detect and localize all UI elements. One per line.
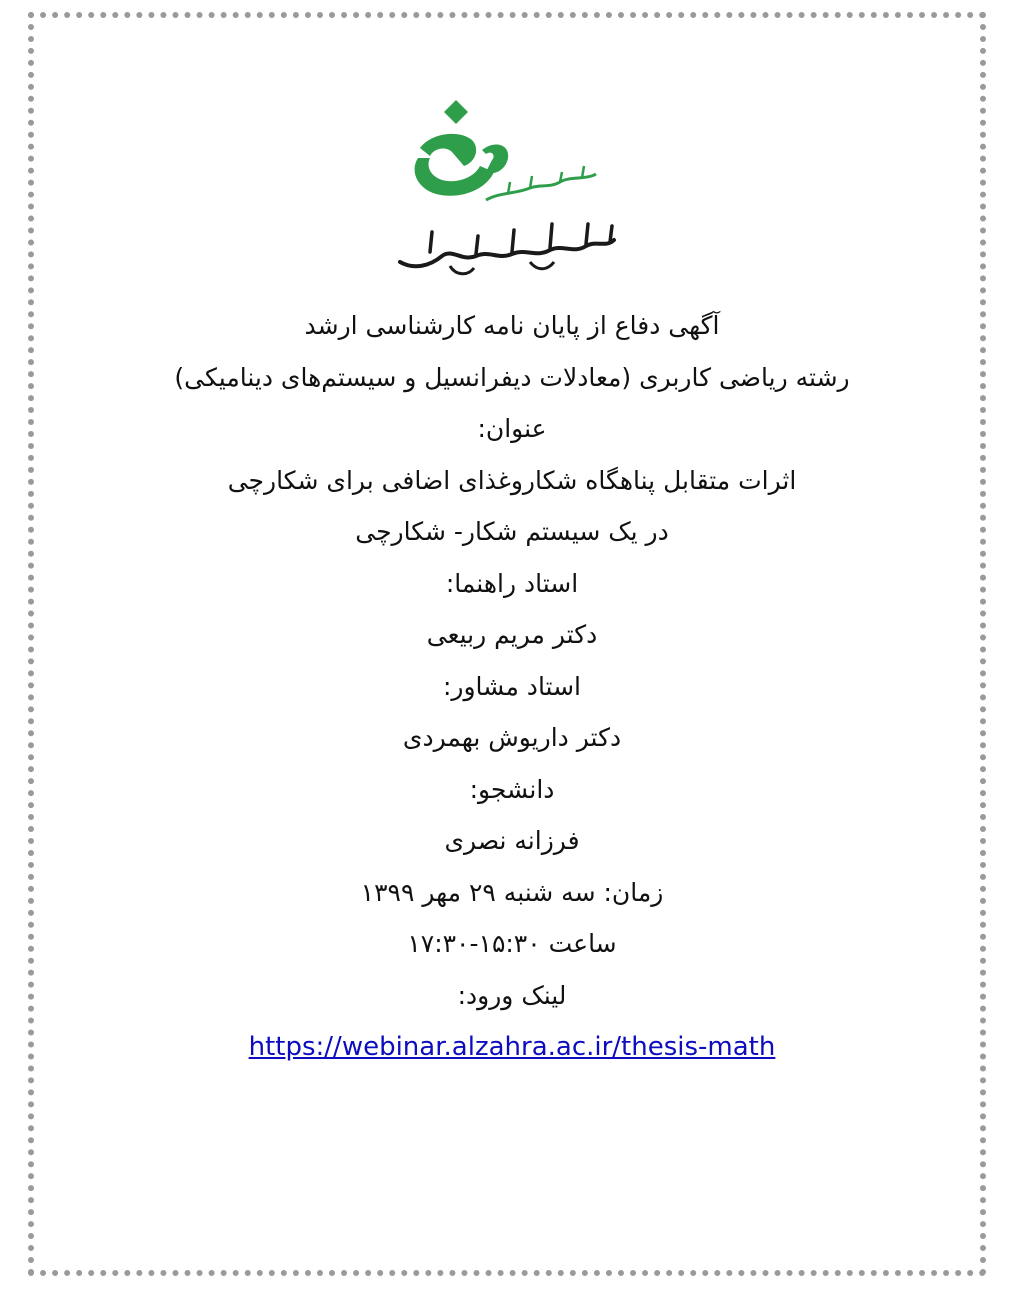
advisor-label: استاد مشاور: (442, 671, 581, 701)
supervisor-name: دکتر مریم ربیعی (426, 620, 598, 649)
defense-time: ساعت ۱۵:۳۰-۱۷:۳۰ (407, 929, 617, 958)
defense-notice (60, 300, 964, 1073)
student-name: فرزانه نصری (444, 826, 580, 855)
webinar-link[interactable]: https://webinar.alzahra.ac.ir/thesis-math (248, 1032, 776, 1062)
notice-heading: آگهی دفاع از پایان نامه کارشناسی ارشد (304, 311, 720, 340)
thesis-title-line-1: اثرات متقابل پناهگاه شکاروغذای اضافی برای شکارچی (227, 465, 797, 495)
thesis-title-line-2: در یک سیستم شکار- شکارچی (355, 517, 669, 546)
field-of-study: رشته ریاضی کاربری (معادلات دیفرانسیل و سیستم‌های دینامیکی) (174, 362, 850, 392)
university-logo (390, 96, 626, 278)
supervisor-label: استاد راهنما: (445, 568, 579, 598)
student-label: دانشجو: (469, 774, 555, 804)
entry-link-row (60, 1021, 964, 1073)
entry-link-label: لینک ورود: (457, 980, 567, 1010)
thesis-title-label: عنوان: (477, 414, 547, 443)
defense-date: زمان: سه شنبه ۲۹ مهر ۱۳۹۹ (360, 877, 664, 907)
alzahra-logo-icon (390, 96, 626, 278)
advisor-name: دکتر داریوش بهمردی (402, 723, 622, 752)
